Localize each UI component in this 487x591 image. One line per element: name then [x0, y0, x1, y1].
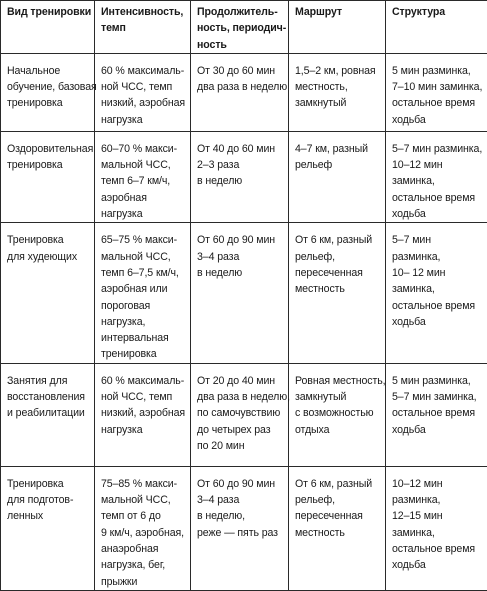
cell-text-line: по 20 мин — [197, 438, 284, 454]
cell-text-line: темп — [101, 20, 186, 36]
header-route — [289, 1, 386, 54]
cell-text-line: пороговая — [101, 298, 186, 314]
cell-text-line: низкий, аэробная — [101, 95, 186, 111]
cell-text-line: для худеющих — [7, 249, 90, 265]
cell-text-line: 10– 12 мин — [392, 265, 483, 281]
cell-intensity — [95, 466, 191, 590]
cell-text-line: остальное время — [392, 298, 483, 314]
cell-text-line: темп от 6 до — [101, 508, 186, 524]
cell-text-line: 10–12 мин — [392, 157, 483, 173]
cell-text-line: местность — [295, 281, 381, 297]
cell-text-line: От 60 до 90 мин — [197, 232, 284, 248]
cell-duration — [191, 53, 289, 131]
cell-text-line: рельеф, — [295, 492, 381, 508]
cell-structure — [386, 363, 487, 466]
cell-text-line: мальной ЧСС, — [101, 249, 186, 265]
cell-text-line: ной ЧСС, темп — [101, 389, 186, 405]
cell-text-line: два раза в неделю, — [197, 389, 284, 405]
cell-training-type — [1, 223, 95, 363]
table-row — [1, 53, 487, 131]
cell-text-line: 75–85 % макси- — [101, 476, 186, 492]
cell-text-line: в неделю, — [197, 508, 284, 524]
cell-structure — [386, 53, 487, 131]
cell-text-line: темп 6–7,5 км/ч, — [101, 265, 186, 281]
cell-text-line: ной ЧСС, темп — [101, 79, 186, 95]
cell-text-line: с возможностью — [295, 405, 381, 421]
cell-text-line: От 6 км, разный — [295, 476, 381, 492]
cell-text-line: разминка, — [392, 492, 483, 508]
cell-text-line: ходьба — [392, 314, 483, 330]
cell-text-line: аэробная — [101, 190, 186, 206]
cell-text-line: 10–12 мин — [392, 476, 483, 492]
cell-text-line: для подготов- — [7, 492, 90, 508]
cell-text-line: Тренировка — [7, 476, 90, 492]
cell-text-line: в неделю — [197, 173, 284, 189]
cell-intensity — [95, 53, 191, 131]
cell-text-line: 5–7 мин разминка, — [392, 141, 483, 157]
cell-text-line: От 30 до 60 мин — [197, 63, 284, 79]
cell-training-type — [1, 53, 95, 131]
cell-text-line: остальное время — [392, 541, 483, 557]
cell-text-line: ходьба — [392, 112, 483, 128]
cell-text-line: нагрузка — [101, 206, 186, 222]
cell-text-line: заминка, — [392, 173, 483, 189]
cell-text-line: 9 км/ч, аэробная, — [101, 525, 186, 541]
cell-text-line: два раза в неделю — [197, 79, 284, 95]
cell-text-line: замкнутый — [295, 95, 381, 111]
table-row — [1, 223, 487, 363]
cell-text-line: остальное время — [392, 405, 483, 421]
cell-structure — [386, 223, 487, 363]
cell-text-line: и реабилитации — [7, 405, 90, 421]
cell-text-line: 7–10 мин заминка, — [392, 79, 483, 95]
cell-text-line: темп 6–7 км/ч, — [101, 173, 186, 189]
cell-text-line: ходьба — [392, 422, 483, 438]
cell-text-line: заминка, — [392, 281, 483, 297]
cell-intensity — [95, 363, 191, 466]
cell-duration — [191, 466, 289, 590]
cell-text-line: 5–7 мин — [392, 232, 483, 248]
cell-text-line: замкнутый — [295, 389, 381, 405]
cell-route — [289, 223, 386, 363]
cell-text-line: в неделю — [197, 265, 284, 281]
cell-text-line: Структура — [392, 4, 483, 20]
cell-text-line: нагрузка, бег, — [101, 557, 186, 573]
cell-text-line: ходьба — [392, 557, 483, 573]
cell-text-line: прыжки — [101, 574, 186, 590]
cell-text-line: 4–7 км, разный — [295, 141, 381, 157]
cell-text-line: реже — пять раз — [197, 525, 284, 541]
cell-route — [289, 363, 386, 466]
cell-text-line: рельеф — [295, 157, 381, 173]
cell-text-line: заминка, — [392, 525, 483, 541]
cell-text-line: ность, периодич- — [197, 20, 284, 36]
cell-text-line: 5 мин разминка, — [392, 373, 483, 389]
cell-text-line: Маршрут — [295, 4, 381, 20]
cell-text-line: интервальная — [101, 330, 186, 346]
cell-text-line: 5–7 мин заминка, — [392, 389, 483, 405]
cell-text-line: нагрузка — [101, 112, 186, 128]
cell-text-line: От 60 до 90 мин — [197, 476, 284, 492]
cell-text-line: Начальное — [7, 63, 90, 79]
cell-text-line: Занятия для — [7, 373, 90, 389]
cell-text-line: 60 % максималь- — [101, 373, 186, 389]
cell-structure — [386, 131, 487, 222]
cell-text-line: Вид тренировки — [7, 4, 90, 20]
header-structure — [386, 1, 487, 54]
cell-text-line: пересеченная — [295, 508, 381, 524]
cell-text-line: до четырех раз — [197, 422, 284, 438]
cell-route — [289, 131, 386, 222]
cell-text-line: 3–4 раза — [197, 249, 284, 265]
table-row — [1, 466, 487, 590]
cell-text-line: аэробная или — [101, 281, 186, 297]
cell-text-line: Продолжитель- — [197, 4, 284, 20]
cell-text-line: Оздоровительная — [7, 141, 90, 157]
cell-text-line: остальное время — [392, 190, 483, 206]
cell-duration — [191, 223, 289, 363]
cell-text-line: тренировка — [7, 95, 90, 111]
cell-text-line: 60 % максималь- — [101, 63, 186, 79]
cell-text-line: нагрузка — [101, 422, 186, 438]
cell-text-line: тренировка — [7, 157, 90, 173]
cell-text-line: анаэробная — [101, 541, 186, 557]
cell-text-line: тренировка — [101, 346, 186, 362]
cell-intensity — [95, 223, 191, 363]
cell-text-line: низкий, аэробная — [101, 405, 186, 421]
cell-text-line: восстановления — [7, 389, 90, 405]
cell-text-line: остальное время — [392, 95, 483, 111]
cell-text-line: ность — [197, 37, 284, 53]
table-row — [1, 363, 487, 466]
table-header-row — [1, 1, 487, 54]
cell-duration — [191, 131, 289, 222]
cell-route — [289, 53, 386, 131]
cell-training-type — [1, 466, 95, 590]
cell-duration — [191, 363, 289, 466]
cell-text-line: мальной ЧСС, — [101, 492, 186, 508]
cell-text-line: ленных — [7, 508, 90, 524]
cell-training-type — [1, 131, 95, 222]
cell-text-line: 12–15 мин — [392, 508, 483, 524]
cell-text-line: Тренировка — [7, 232, 90, 248]
cell-text-line: местность, — [295, 79, 381, 95]
cell-text-line: рельеф, — [295, 249, 381, 265]
header-intensity — [95, 1, 191, 54]
cell-text-line: местность — [295, 525, 381, 541]
cell-text-line: обучение, базовая — [7, 79, 90, 95]
cell-text-line: разминка, — [392, 249, 483, 265]
cell-training-type — [1, 363, 95, 466]
cell-text-line: 5 мин разминка, — [392, 63, 483, 79]
cell-text-line: Интенсивность, — [101, 4, 186, 20]
cell-text-line: 60–70 % макси- — [101, 141, 186, 157]
cell-text-line: От 20 до 40 мин — [197, 373, 284, 389]
cell-text-line: От 40 до 60 мин — [197, 141, 284, 157]
cell-text-line: 3–4 раза — [197, 492, 284, 508]
header-duration — [191, 1, 289, 54]
cell-text-line: мальной ЧСС, — [101, 157, 186, 173]
cell-text-line: Ровная местность, — [295, 373, 381, 389]
cell-text-line: 1,5–2 км, ровная — [295, 63, 381, 79]
cell-text-line: нагрузка, — [101, 314, 186, 330]
cell-text-line: ходьба — [392, 206, 483, 222]
cell-text-line: отдыха — [295, 422, 381, 438]
cell-text-line: пересеченная — [295, 265, 381, 281]
cell-text-line: От 6 км, разный — [295, 232, 381, 248]
header-training-type — [1, 1, 95, 54]
cell-text-line: 65–75 % макси- — [101, 232, 186, 248]
cell-text-line: по самочувствию — [197, 405, 284, 421]
cell-structure — [386, 466, 487, 590]
table-row — [1, 131, 487, 222]
cell-route — [289, 466, 386, 590]
cell-intensity — [95, 131, 191, 222]
cell-text-line: 2–3 раза — [197, 157, 284, 173]
